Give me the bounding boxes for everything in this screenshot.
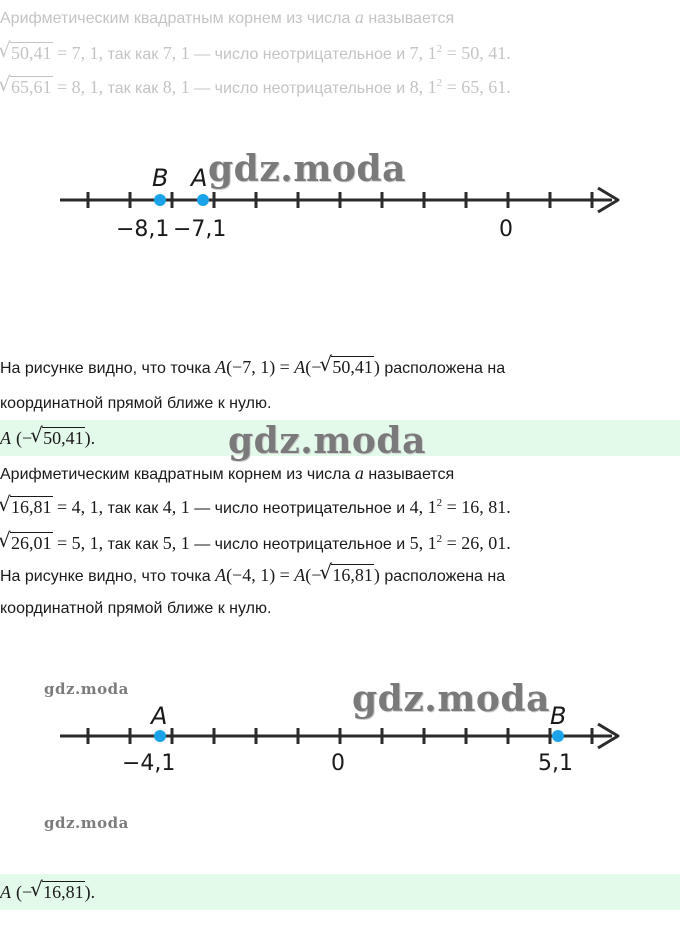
sqrt-expression <box>321 356 374 378</box>
square-result: = 26, 01. <box>446 533 511 553</box>
sqrt-expression <box>321 564 374 586</box>
square-result: = 50, 41. <box>446 43 511 63</box>
point-coord: (−4, 1) <box>226 565 276 585</box>
square-expression <box>410 533 443 553</box>
point-a-label: A <box>191 164 208 192</box>
definition-var: a <box>354 463 364 483</box>
nonneg-text: — число неотрицательное и <box>194 500 406 517</box>
tick-label-b: −8,1 <box>116 217 170 242</box>
sqrt-expression <box>32 427 85 449</box>
definition-var: a <box>354 7 364 27</box>
point-name: A <box>215 357 227 377</box>
answer-1 <box>0 427 95 449</box>
point-a <box>197 194 209 206</box>
conclusion-line-1: На рисунке видно, что точка A(−7, 1) = A(−√ 50,41) расположена на <box>0 356 505 380</box>
since-text: так как <box>107 500 159 517</box>
point-name: A <box>294 357 306 377</box>
pow-exp: 2 <box>436 533 443 545</box>
close-paren: ). <box>84 882 96 902</box>
definition-text: Арифметическим квадратным корнем из числа <box>0 466 351 483</box>
root-value: = 4, 1, <box>56 497 104 517</box>
root-value: = 5, 1, <box>56 533 104 553</box>
radicand: 50,41 <box>332 357 373 377</box>
radicand: 65,61 <box>11 77 52 97</box>
point-name: A <box>215 565 227 585</box>
conclusion-end: расположена на <box>384 568 506 585</box>
open-paren: (− <box>16 882 33 902</box>
point-name: A <box>0 428 11 448</box>
nonneg-text: — число неотрицательное и <box>194 46 406 63</box>
value: 7, 1 <box>162 43 190 63</box>
answer-2 <box>0 881 95 903</box>
answer-highlight-2 <box>0 874 680 910</box>
square-expression <box>410 43 443 63</box>
nonneg-text: — число неотрицательное и <box>194 536 406 553</box>
pow-exp: 2 <box>436 77 443 89</box>
equals-sign: = <box>279 565 290 585</box>
point-b <box>154 194 166 206</box>
open-paren: (− <box>16 428 33 448</box>
radicand: 26,01 <box>11 533 52 553</box>
nonneg-text: — число неотрицательное и <box>194 80 406 97</box>
root-value: = 7, 1, <box>56 43 104 63</box>
value: 8, 1 <box>162 77 190 97</box>
root-line-65-61 <box>0 72 511 100</box>
definition-line-2 <box>0 462 454 486</box>
point-a <box>154 730 166 742</box>
conclusion-line-3: На рисунке видно, что точка A(−4, 1) = A(−√ 16,81) расположена на <box>0 564 505 588</box>
sqrt-expression <box>0 496 53 518</box>
value: 4, 1 <box>162 497 190 517</box>
definition-text: Арифметическим квадратным корнем из числа <box>0 10 351 27</box>
since-text: так как <box>107 46 159 63</box>
point-b-label: B <box>152 164 169 192</box>
equals-sign: = <box>279 357 290 377</box>
watermark: gdz.moda <box>352 678 550 720</box>
square-expression <box>410 77 443 97</box>
radicand: 50,41 <box>43 428 84 448</box>
point-b <box>552 730 564 742</box>
since-text: так как <box>107 536 159 553</box>
conclusion-line-2: координатной прямой ближе к нулю. <box>0 395 272 412</box>
square-result: = 65, 61. <box>446 77 511 97</box>
point-b-label: B <box>550 702 567 730</box>
pow-base: 8, 1 <box>409 77 437 97</box>
minus-sign: − <box>311 565 322 585</box>
root-line-50-41 <box>0 38 511 66</box>
square-result: = 16, 81. <box>446 497 511 517</box>
pow-base: 7, 1 <box>409 43 437 63</box>
root-line-16-81 <box>0 492 511 520</box>
conclusion-text: На рисунке видно, что точка <box>0 360 211 377</box>
conclusion-text: На рисунке видно, что точка <box>0 568 211 585</box>
root-value: = 8, 1, <box>56 77 104 97</box>
radicand: 16,81 <box>43 882 84 902</box>
watermark: gdz.moda <box>208 148 406 190</box>
number-line-2 <box>0 688 680 788</box>
definition-line-1 <box>0 6 454 30</box>
sqrt-expression <box>0 532 53 554</box>
radicand: 16,81 <box>332 565 373 585</box>
tick-label-a: −7,1 <box>173 217 227 242</box>
watermark: gdz.moda <box>228 420 426 462</box>
tick-label-zero: 0 <box>331 751 345 776</box>
pow-exp: 2 <box>436 497 443 509</box>
tick-label-a: −4,1 <box>122 751 176 776</box>
definition-end: называется <box>368 10 455 27</box>
watermark: gdz.moda <box>44 814 129 832</box>
pow-base: 5, 1 <box>409 533 437 553</box>
radicand: 50,41 <box>11 43 52 63</box>
point-name: A <box>294 565 306 585</box>
minus-sign: − <box>311 357 322 377</box>
sqrt-expression <box>0 42 53 64</box>
pow-exp: 2 <box>436 43 443 55</box>
conclusion-line-4: координатной прямой ближе к нулю. <box>0 600 272 617</box>
sqrt-expression <box>32 881 85 903</box>
close-paren: ). <box>84 428 96 448</box>
since-text: так как <box>107 80 159 97</box>
square-expression <box>410 497 443 517</box>
watermark: gdz.moda <box>44 680 129 698</box>
point-a-label: A <box>151 702 168 730</box>
point-coord: (−7, 1) <box>226 357 276 377</box>
tick-label-b: 5,1 <box>538 751 573 776</box>
radicand: 16,81 <box>11 497 52 517</box>
conclusion-end: расположена на <box>384 360 506 377</box>
tick-label-zero: 0 <box>499 217 513 242</box>
sqrt-expression <box>0 76 53 98</box>
definition-end: называется <box>368 466 455 483</box>
value: 5, 1 <box>162 533 190 553</box>
root-line-26-01 <box>0 528 511 556</box>
pow-base: 4, 1 <box>409 497 437 517</box>
point-name: A <box>0 882 11 902</box>
